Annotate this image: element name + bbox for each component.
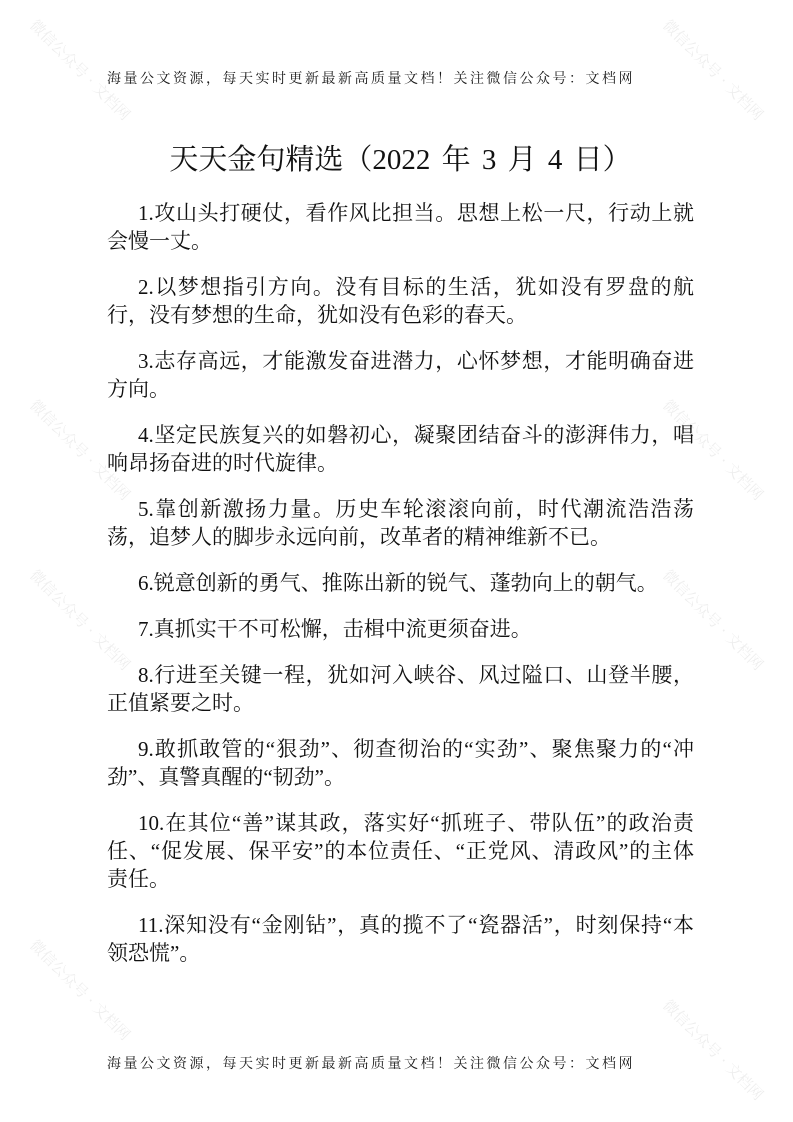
watermark: 微信公众号 · 文档网 xyxy=(659,996,767,1104)
quote-line: 1.攻山头打硬仗，看作风比担当。思想上松一尺，行动上就 xyxy=(138,201,694,225)
quote-line: 方向。 xyxy=(107,377,170,401)
quote-line: 8.行进至关键一程，犹如河入峡谷、风过隘口、山登半腰， xyxy=(138,663,694,687)
quote-item-11 xyxy=(107,911,694,967)
page-header-notice: 海量公文资源，每天实时更新最新高质量文档！关注微信公众号：文档网 xyxy=(107,72,635,87)
quote-line: 5.靠创新激扬力量。历史车轮滚滚向前，时代潮流浩浩荡 xyxy=(138,497,694,521)
quote-item-9 xyxy=(107,735,694,791)
watermark: 微信公众号 · 文档网 xyxy=(659,566,767,674)
watermark: 微信公众号 · 文档网 xyxy=(659,16,767,124)
quote-line: 6.锐意创新的勇气、推陈出新的锐气、蓬勃向上的朝气。 xyxy=(138,571,658,595)
quote-line: 11.深知没有“金刚钻”，真的揽不了“瓷器活”，时刻保持“本 xyxy=(138,913,694,937)
quote-line: 正值紧要之时。 xyxy=(107,691,254,715)
document-title: 天天金句精选（2022 年 3 月 4 日） xyxy=(169,144,632,176)
quote-line: 领恐慌”。 xyxy=(107,941,201,965)
quote-line: 9.敢抓敢管的“狠劲”、彻查彻治的“实劲”、聚焦聚力的“冲 xyxy=(138,737,694,761)
quote-line: 任、“促发展、保平安”的本位责任、“正党风、清政风”的主体 xyxy=(107,839,694,863)
quote-item-10 xyxy=(107,809,694,893)
quote-line: 3.志存高远，才能激发奋进潜力，心怀梦想，才能明确奋进 xyxy=(138,349,694,373)
quote-item-8 xyxy=(107,661,694,717)
quote-line: 行，没有梦想的生命，犹如没有色彩的春天。 xyxy=(107,303,527,327)
quote-line: 10.在其位“善”谋其政，落实好“抓班子、带队伍”的政治责 xyxy=(138,811,694,835)
quote-line: 7.真抓实干不可松懈，击楫中流更须奋进。 xyxy=(138,617,532,641)
quote-line: 劲”、真警真醒的“韧劲”。 xyxy=(107,765,345,789)
quote-item-7 xyxy=(107,615,694,643)
quote-line: 2.以梦想指引方向。没有目标的生活，犹如没有罗盘的航 xyxy=(138,275,694,299)
quote-item-5 xyxy=(107,495,694,551)
quote-line: 责任。 xyxy=(107,867,170,891)
quote-line: 荡，追梦人的脚步永远向前，改革者的精神维新不已。 xyxy=(107,525,611,549)
quote-item-1 xyxy=(107,199,694,255)
quote-item-4 xyxy=(107,421,694,477)
watermark: 微信公众号 · 文档网 xyxy=(26,16,134,124)
quote-line: 4.坚定民族复兴的如磐初心，凝聚团结奋斗的澎湃伟力，唱 xyxy=(138,423,694,447)
quote-list xyxy=(107,199,694,985)
watermark: 微信公众号 · 文档网 xyxy=(26,396,134,504)
watermark: 微信公众号 · 文档网 xyxy=(26,936,134,1044)
quote-line: 会慢一丈。 xyxy=(107,229,212,253)
quote-item-3 xyxy=(107,347,694,403)
quote-item-6 xyxy=(107,569,694,597)
watermark: 微信公众号 · 文档网 xyxy=(659,396,767,504)
watermark: 微信公众号 · 文档网 xyxy=(26,566,134,674)
quote-item-2 xyxy=(107,273,694,329)
quote-line: 响昂扬奋进的时代旋律。 xyxy=(107,451,338,475)
page-footer-notice: 海量公文资源，每天实时更新最新高质量文档！关注微信公众号：文档网 xyxy=(107,1057,635,1072)
